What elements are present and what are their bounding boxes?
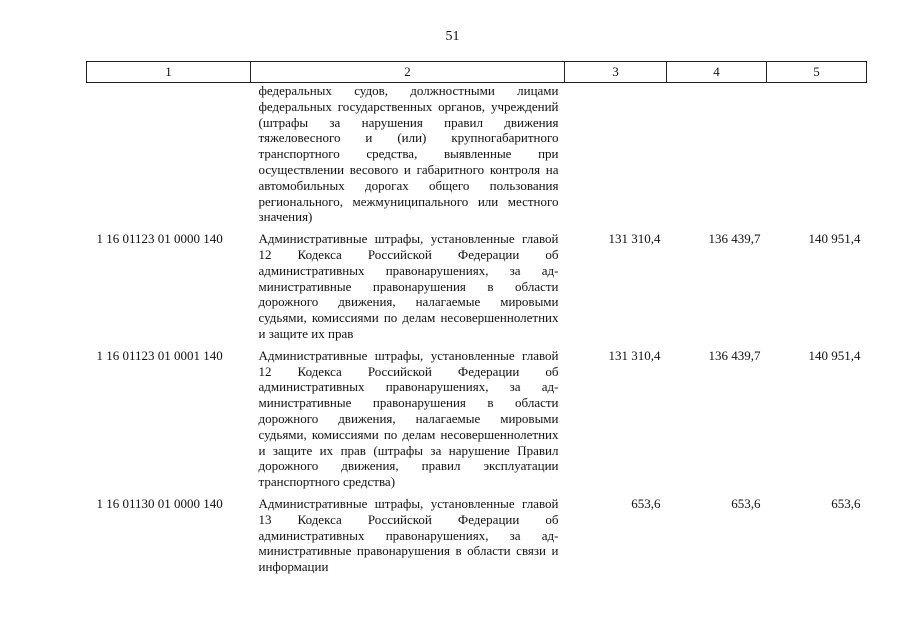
- budget-revenue-table: [86, 61, 867, 575]
- row-description: Административные штрафы, установленные главой 13 Кодекса Российской Федерации об административных правонарушениях, за административные правонарушения в области связи и информации: [258, 495, 559, 575]
- header-col-1: 1: [87, 62, 251, 83]
- header-col-5: 5: [767, 62, 867, 83]
- table-row: [87, 494, 867, 575]
- row-value-col5: 140 951,4: [808, 347, 861, 363]
- row-value-col4: 653,6: [731, 495, 761, 511]
- header-col-4: 4: [667, 62, 767, 83]
- row-code: 1 16 01123 01 0001 140: [96, 347, 223, 363]
- table-header: [87, 62, 867, 83]
- row-value-col5: 653,6: [831, 495, 861, 511]
- row-code: 1 16 01130 01 0000 140: [96, 495, 223, 511]
- page-number: 51: [445, 29, 460, 44]
- row-description: Административные штрафы, установленные главой 12 Кодекса Российской Федерации об административных правонарушениях, за административные правонарушения в области дорожного движения, налагаемые мировыми судьями, комиссиями по делам несовершеннолетних и защите их прав: [258, 231, 559, 341]
- table-row: [87, 83, 867, 230]
- row-code: [87, 83, 251, 230]
- row-value-col3: [565, 83, 667, 230]
- row-value-col5: [767, 83, 867, 230]
- header-col-3: 3: [565, 62, 667, 83]
- table-row: [87, 346, 867, 494]
- row-value-col3: 131 310,4: [608, 347, 661, 363]
- row-description: Административные штрафы, установленные главой 12 Кодекса Российской Федерации об административных правонарушениях, за административные правонарушения в области дорожного движения, налагаемые мировыми судьями, комиссиями по делам несовершеннолетних и защите их прав (штрафы за нарушение Правил дорожного движения, правил эксплуатации транспортного средства): [258, 347, 559, 490]
- row-value-col4: 136 439,7: [708, 347, 761, 363]
- table-row: [87, 229, 867, 346]
- header-row: [87, 62, 867, 83]
- row-code: 1 16 01123 01 0000 140: [96, 231, 223, 247]
- row-value-col5: 140 951,4: [808, 231, 861, 247]
- row-description: федеральных судов, должностными лицами федеральных государственных органов, учреждений (штрафы за нарушения правил движения тяжеловесного и (или) крупногабаритного транспортного средства, выявленные при осуществлении весового и габаритного контроля на автомобильных дорогах общего пользования регионального, межмуниципального или местного значения): [258, 83, 559, 225]
- row-value-col3: 653,6: [631, 495, 661, 511]
- row-value-col4: 136 439,7: [708, 231, 761, 247]
- row-value-col4: [667, 83, 767, 230]
- table-body: [87, 83, 867, 575]
- header-col-2: 2: [251, 62, 565, 83]
- row-value-col3: 131 310,4: [608, 231, 661, 247]
